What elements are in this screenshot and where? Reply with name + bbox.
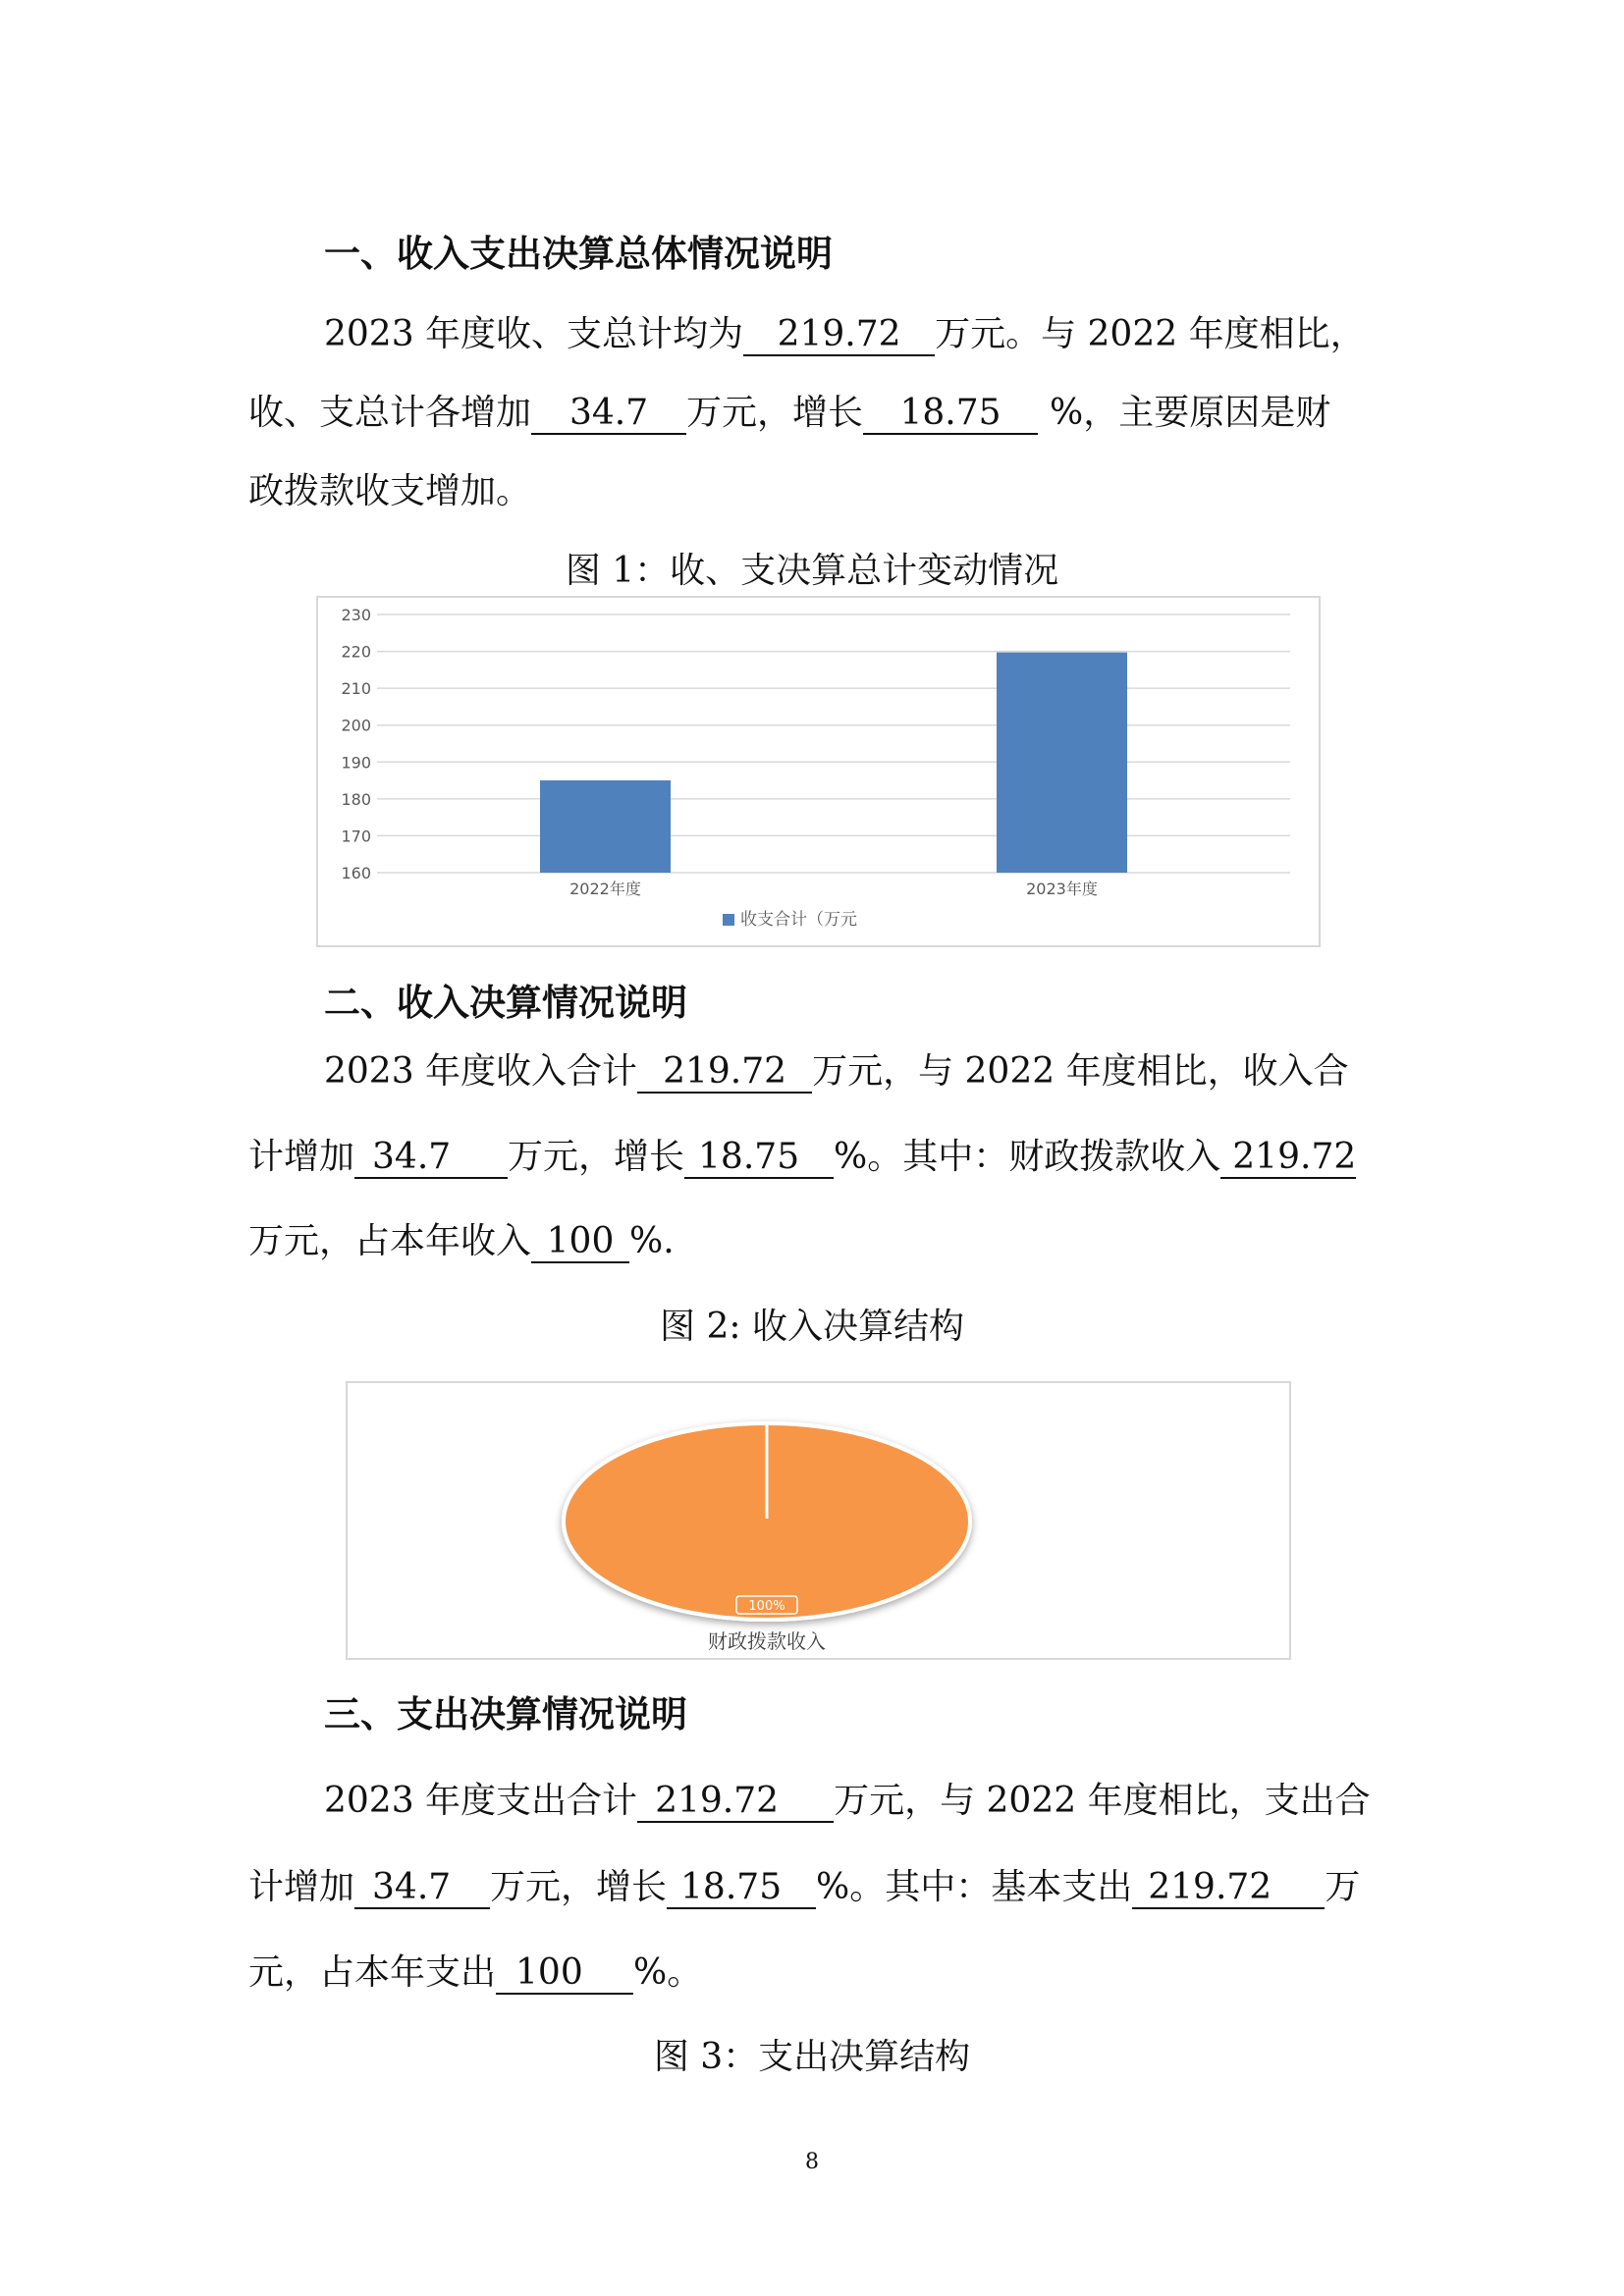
section1-line1 xyxy=(324,313,1366,356)
income-total-value: 219.72 xyxy=(637,1052,812,1094)
text: %。 xyxy=(633,1952,703,1993)
x-tick-label: 2023年度 xyxy=(1026,880,1098,898)
figure1-caption: 图 1：收、支决算总计变动情况 xyxy=(565,551,1059,591)
text: 计增加 xyxy=(248,1867,355,1907)
text: 万元，增长 xyxy=(490,1867,668,1907)
y-tick-label: 160 xyxy=(341,864,371,882)
y-tick-label: 230 xyxy=(341,606,371,624)
pie-data-label: 100% xyxy=(748,1599,785,1614)
y-tick-label: 210 xyxy=(341,679,371,699)
y-tick-label: 220 xyxy=(341,642,371,662)
text: 万元，与 2022 年度相比，支出合 xyxy=(834,1781,1371,1821)
growth-value: 18.75 xyxy=(863,394,1038,435)
expense-share-value: 100 xyxy=(496,1953,633,1995)
text: 万元。与 2022 年度相比， xyxy=(935,314,1366,354)
total-value: 219.72 xyxy=(743,315,935,356)
pie-legend-label: 财政拨款收入 xyxy=(708,1629,826,1653)
expense-total-value: 219.72 xyxy=(637,1782,834,1823)
x-tick-label: 2022年度 xyxy=(569,880,641,898)
page-number: 8 xyxy=(805,2150,819,2174)
increase-value: 34.7 xyxy=(531,394,686,435)
figure2-pie-chart xyxy=(346,1381,1291,1660)
section2-line3 xyxy=(248,1220,675,1263)
legend-swatch xyxy=(723,914,734,926)
y-tick-label: 190 xyxy=(341,753,371,773)
section2-line2 xyxy=(248,1136,1356,1179)
income-increase-value: 34.7 xyxy=(354,1138,508,1179)
expense-growth-value: 18.75 xyxy=(667,1868,816,1909)
text: 万元，增长 xyxy=(508,1137,685,1177)
section2-heading: 二、收入决算情况说明 xyxy=(324,982,687,1024)
income-share-value: 100 xyxy=(531,1222,629,1263)
section3-line3 xyxy=(248,1951,702,1995)
y-tick-label: 180 xyxy=(341,789,371,809)
section1-heading: 一、收入支出决算总体情况说明 xyxy=(324,233,833,275)
text: %。其中：财政拨款收入 xyxy=(834,1137,1221,1177)
text: %。其中：基本支出 xyxy=(816,1867,1133,1907)
figure3-caption: 图 3：支出决算结构 xyxy=(653,2037,971,2077)
text: 收、支总计各增加 xyxy=(248,393,532,433)
text: 万元，占本年收入 xyxy=(248,1221,532,1261)
fiscal-income-value: 219.72 xyxy=(1220,1138,1356,1179)
text: 2023 年度支出合计 xyxy=(324,1781,638,1821)
bar xyxy=(997,653,1127,873)
section1-line2 xyxy=(248,392,1330,435)
figure2-caption: 图 2: 收入决算结构 xyxy=(660,1307,964,1347)
text: 2023 年度收、支总计均为 xyxy=(324,314,744,354)
text: 计增加 xyxy=(248,1137,355,1177)
bar xyxy=(540,780,671,873)
pie-chart-svg xyxy=(348,1383,1289,1658)
text: 万元，增长 xyxy=(686,393,864,433)
income-growth-value: 18.75 xyxy=(684,1138,834,1179)
text: 万元，与 2022 年度相比，收入合 xyxy=(812,1051,1349,1092)
text: %，主要原因是财 xyxy=(1050,393,1331,433)
text: 万 xyxy=(1325,1867,1361,1907)
y-tick-label: 170 xyxy=(341,827,371,846)
section2-line1 xyxy=(324,1050,1349,1094)
section3-line1 xyxy=(324,1780,1371,1823)
section1-line3: 政拨款收支增加。 xyxy=(248,471,532,511)
text: %. xyxy=(629,1221,675,1261)
section3-line2 xyxy=(248,1866,1360,1909)
figure1-bar-chart xyxy=(316,596,1321,947)
text: 2023 年度收入合计 xyxy=(324,1051,638,1092)
section3-heading: 三、支出决算情况说明 xyxy=(324,1693,687,1735)
y-tick-label: 200 xyxy=(341,716,371,735)
basic-expense-value: 219.72 xyxy=(1132,1868,1325,1909)
expense-increase-value: 34.7 xyxy=(354,1868,490,1909)
bar-chart-svg xyxy=(318,598,1319,945)
text: 元，占本年支出 xyxy=(248,1952,497,1993)
legend-label: 收支合计（万元 xyxy=(740,910,857,930)
